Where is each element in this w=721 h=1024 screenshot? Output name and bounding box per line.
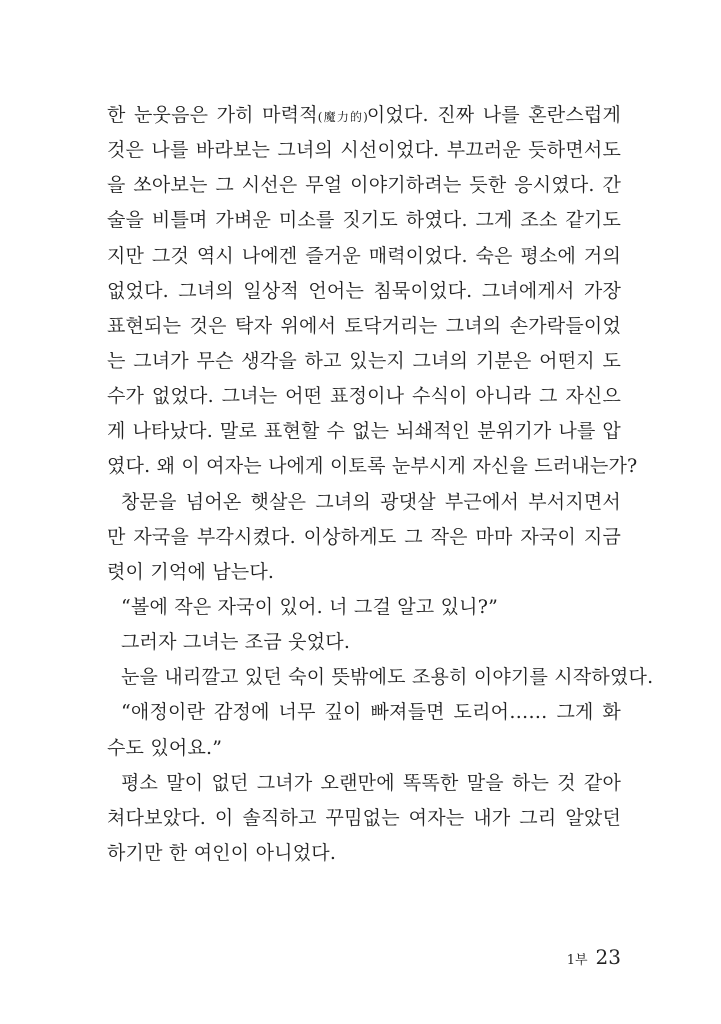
text-line: 쳐다보았다. 이 솔직하고 꾸밈없는 여자는 내가 그리 알았던 (107, 806, 621, 829)
text-segment: 한 눈웃음은 가히 마력적 (107, 104, 318, 126)
text-line: 것은 나를 바라보는 그녀의 시선이었다. 부끄러운 듯하면서도 (107, 139, 621, 162)
text-line (107, 98, 621, 133)
paragraph-start-line: 눈을 내리깔고 있던 숙이 뜻밖에도 조용히 이야기를 시작하였다. (121, 666, 654, 689)
part-label: 1부 (566, 953, 588, 968)
paragraph-start-line: 그러자 그녀는 조금 웃었다. (121, 631, 351, 654)
text-line: 하기만 한 여인이 아니었다. (107, 841, 337, 864)
text-line: 을 쏘아보는 그 시선은 무얼 이야기하려는 듯한 응시였다. 간 (107, 174, 621, 197)
paragraph-start-line: 창문을 넘어온 햇살은 그녀의 광댓살 부근에서 부서지면서 (121, 490, 621, 513)
page-number: 23 (595, 945, 621, 969)
body-text (107, 98, 654, 871)
page-footer (567, 945, 621, 969)
text-line: 표현되는 것은 탁자 위에서 토닥거리는 그녀의 손가락들이었 (107, 314, 621, 337)
text-line: 지만 그것 역시 나에겐 즐거운 매력이었다. 숙은 평소에 거의 (107, 244, 621, 267)
text-line: 없었다. 그녀의 일상적 언어는 침묵이었다. 그녀에게서 가장 (107, 279, 621, 302)
text-line: 술을 비틀며 가벼운 미소를 짓기도 하였다. 그게 조소 같기도 (107, 209, 621, 232)
text-line: 만 자국을 부각시켰다. 이상하게도 그 작은 마마 자국이 지금 (107, 525, 621, 548)
hanja-annotation: (魔力的) (317, 110, 367, 124)
dialogue-line: “볼에 작은 자국이 있어. 너 그걸 알고 있니?” (121, 595, 498, 618)
text-line: 였다. 왜 이 여자는 나에게 이토록 눈부시게 자신을 드러내는가? (107, 455, 638, 478)
text-line: 게 나타났다. 말로 표현할 수 없는 뇌쇄적인 분위기가 나를 압 (107, 420, 621, 443)
text-line: 수도 있어요.” (107, 736, 223, 759)
text-segment: 이었다. 진짜 나를 혼란스럽게 (366, 104, 621, 126)
paragraph-start-line: 평소 말이 없던 그녀가 오랜만에 똑똑한 말을 하는 것 같아 (121, 771, 621, 794)
text-line: 수가 없었다. 그녀는 어떤 표정이나 수식이 아니라 그 자신으 (107, 385, 621, 408)
dialogue-line: “애정이란 감정에 너무 깊이 빠져들면 도리어…… 그게 화 (121, 701, 621, 724)
text-line: 렷이 기억에 남는다. (107, 560, 275, 583)
text-line: 는 그녀가 무슨 생각을 하고 있는지 그녀의 기분은 어떤지 도 (107, 349, 621, 372)
